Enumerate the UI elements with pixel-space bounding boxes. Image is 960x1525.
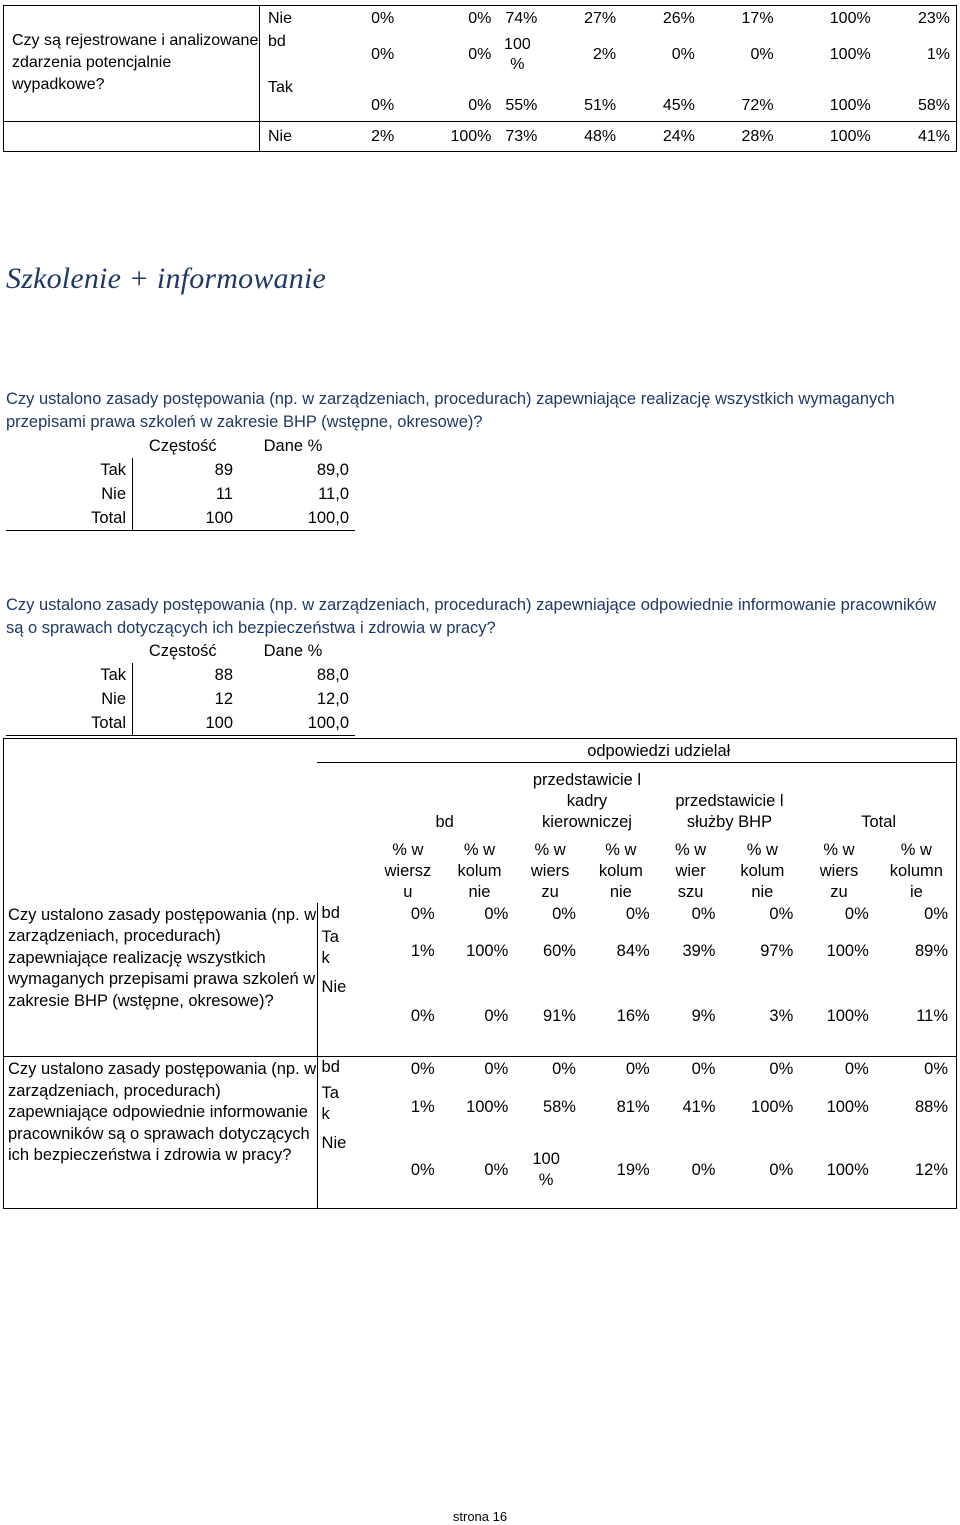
page-number: strona 16 — [452, 1509, 508, 1524]
table-header-row — [4, 739, 957, 763]
value-cell: 0% — [769, 1160, 794, 1179]
value-cell: 58% — [917, 97, 950, 114]
value-cell: 0% — [443, 1057, 517, 1083]
value-cell: 100% — [466, 942, 509, 960]
value-cell: 0% — [468, 10, 492, 28]
value-cell: 100% — [829, 45, 871, 63]
row-label: Nie — [268, 127, 293, 145]
value-cell: 0% — [373, 1057, 443, 1083]
table-row — [6, 711, 355, 736]
value-cell: 0% — [371, 97, 395, 114]
row-label: bd — [321, 903, 340, 922]
value-cell: 100% — [466, 1098, 509, 1116]
value-cell: 11% — [916, 1006, 948, 1025]
row-label: Ta k — [321, 1083, 339, 1123]
value-cell: 0% — [484, 905, 509, 923]
group-header-bd: bd — [373, 763, 516, 833]
crosstab-table — [3, 738, 957, 1209]
row-label: Nie — [321, 1133, 347, 1152]
value-cell: 97% — [760, 942, 794, 960]
value-cell: 9% — [691, 1006, 716, 1025]
frequency-table-1 — [6, 434, 355, 531]
value-cell: 1% — [926, 45, 950, 63]
value-cell: 84% — [616, 942, 650, 960]
value-cell: 0% — [484, 1006, 509, 1025]
value-cell: 16% — [616, 1006, 650, 1025]
table-row — [6, 663, 355, 687]
value-cell: 1% — [410, 942, 435, 960]
value-cell: 55% — [505, 97, 538, 114]
frequency-cell: 12 — [214, 689, 233, 708]
group-header-total: Total — [801, 763, 956, 833]
value-cell: 23% — [917, 10, 950, 28]
frequency-cell: 100 — [133, 506, 238, 531]
table-header-row — [6, 639, 355, 663]
value-cell: 0% — [844, 905, 869, 923]
value-cell: 0% — [468, 45, 492, 63]
value-cell: 0% — [691, 905, 716, 923]
value-cell: 88% — [914, 1098, 948, 1116]
value-cell: 0% — [516, 1057, 584, 1083]
value-cell: 1% — [410, 1098, 435, 1116]
question-cell: Czy są rejestrowane i analizowane zdarzenia potencjalnie wypadkowe? — [4, 6, 260, 122]
value-cell: 45% — [662, 97, 695, 114]
frequency-cell: 88 — [214, 665, 233, 684]
row-label: Total — [6, 711, 133, 736]
value-cell: 0% — [584, 1057, 658, 1083]
value-cell: 0% — [468, 97, 492, 114]
row-label: Nie — [6, 482, 133, 506]
percent-cell: 100,0 — [237, 711, 355, 736]
question-1-text: Czy ustalono zasady postępowania (np. w zarządzeniach, procedurach) zapewniające realizację wszystkich wymaganych przepisami prawa szkoleń w zakresie BHP (wstępne, okresowe)? — [6, 390, 895, 431]
row-label: Ta k — [321, 927, 339, 967]
value-cell: 41% — [682, 1098, 716, 1116]
row-label: Nie — [6, 687, 133, 711]
value-cell: 89% — [914, 942, 948, 960]
row-label: Total — [6, 506, 133, 531]
value-cell: 2% — [593, 45, 617, 63]
value-cell: 100 % — [532, 1150, 560, 1190]
value-cell: 0% — [671, 45, 695, 63]
subheader: % w kolum nie — [740, 840, 785, 901]
value-cell: 100% — [829, 127, 871, 145]
value-cell: 72% — [741, 97, 774, 114]
value-cell: 0% — [484, 1160, 509, 1179]
section-title: Szkolenie + informowanie — [6, 262, 327, 295]
column-header: Dane % — [263, 436, 323, 455]
row-label: Nie — [268, 10, 293, 28]
value-cell: 0% — [723, 1057, 801, 1083]
question-2-text: Czy ustalono zasady postępowania (np. w zarządzeniach, procedurach) zapewniające odpowiednie informowanie pracowników są o sprawach dotyczących ich bezpieczeństwa i zdrowia w pracy? — [6, 596, 937, 637]
value-cell: 0% — [877, 1057, 957, 1083]
percent-cell: 88,0 — [316, 665, 349, 684]
table-row — [4, 903, 957, 927]
table-row — [4, 1057, 957, 1083]
value-cell: 0% — [410, 905, 435, 923]
value-cell: 0% — [924, 905, 948, 923]
value-cell: 58% — [542, 1098, 576, 1116]
value-cell: 60% — [542, 942, 576, 960]
row-label: Tak — [6, 458, 133, 482]
value-cell: 17% — [741, 10, 774, 28]
value-cell: 0% — [625, 905, 650, 923]
table-row — [4, 6, 957, 33]
column-header: Dane % — [263, 641, 323, 660]
table-row — [4, 122, 957, 152]
value-cell: 100 % — [504, 35, 531, 73]
value-cell: 0% — [769, 905, 794, 923]
value-cell: 0% — [371, 45, 395, 63]
top-results-table — [3, 5, 957, 152]
table-row — [6, 687, 355, 711]
value-cell: 0% — [801, 1057, 877, 1083]
frequency-table-2 — [6, 639, 355, 736]
value-cell: 19% — [616, 1160, 650, 1179]
table-header-row — [6, 434, 355, 458]
value-cell: 81% — [616, 1098, 650, 1116]
column-header: Częstość — [148, 436, 217, 455]
value-cell: 100% — [450, 127, 492, 145]
value-cell: 100% — [826, 1098, 869, 1116]
value-cell: 100% — [829, 10, 871, 28]
crosstab-question-1: Czy ustalono zasady postępowania (np. w zarządzeniach, procedurach) zapewniające realizację wszystkich wymaganych przepisami prawa szkoleń w zakresie BHP (wstępne, okresowe)? — [4, 903, 318, 1057]
value-cell: 0% — [552, 905, 576, 923]
percent-cell: 89,0 — [316, 460, 349, 479]
row-label: bd — [268, 32, 286, 50]
value-cell: 100% — [826, 1160, 869, 1179]
subheader: % w kolumn ie — [889, 840, 943, 901]
value-cell: 0% — [691, 1160, 716, 1179]
subheader: % w kolum nie — [598, 840, 643, 901]
value-cell: 28% — [741, 127, 774, 145]
frequency-cell: 100 — [133, 711, 238, 736]
subheader: % w kolum nie — [457, 840, 502, 901]
value-cell: 100% — [826, 1006, 869, 1025]
value-cell: 2% — [371, 127, 395, 145]
value-cell: 51% — [584, 97, 617, 114]
table-row — [6, 506, 355, 531]
value-cell: 0% — [371, 10, 395, 28]
value-cell: 39% — [682, 942, 716, 960]
value-cell: 12% — [914, 1160, 948, 1179]
value-cell: 0% — [410, 1006, 435, 1025]
percent-cell: 11,0 — [318, 484, 349, 503]
value-cell: 91% — [542, 1006, 576, 1025]
value-cell: 100% — [751, 1098, 794, 1116]
frequency-cell: 11 — [215, 484, 233, 503]
row-label: Tak — [6, 663, 133, 687]
row-label: Nie — [321, 977, 347, 996]
column-header: Częstość — [148, 641, 217, 660]
value-cell: 48% — [584, 127, 617, 145]
table-row — [6, 458, 355, 482]
respondent-header: odpowiedzi udzielał — [587, 742, 731, 760]
value-cell: 100% — [829, 97, 871, 114]
value-cell: 100% — [826, 942, 869, 960]
crosstab-question-2: Czy ustalono zasady postępowania (np. w zarządzeniach, procedurach) zapewniające odpowiednie informowanie pracowników są o sprawach dotyczących ich bezpieczeństwa i zdrowia w pracy? — [4, 1057, 318, 1209]
group-header-bhp: przedstawicie l służby BHP — [658, 763, 802, 833]
percent-cell: 12,0 — [316, 689, 349, 708]
group-header-management: przedstawicie l kadry kierowniczej — [516, 763, 657, 833]
subheader: % w wiers zu — [530, 840, 570, 901]
percent-cell: 100,0 — [237, 506, 355, 531]
value-cell: 26% — [662, 10, 695, 28]
value-cell: 73% — [505, 127, 538, 145]
value-cell: 41% — [917, 127, 950, 145]
subheader: % w wiersz u — [384, 840, 432, 901]
row-label: bd — [317, 1057, 373, 1083]
row-label: Tak — [268, 78, 293, 96]
subheader: % w wiers zu — [819, 840, 859, 901]
value-cell: 24% — [662, 127, 695, 145]
table-row — [6, 482, 355, 506]
value-cell: 0% — [658, 1057, 724, 1083]
value-cell: 27% — [584, 10, 617, 28]
value-cell: 3% — [769, 1006, 794, 1025]
value-cell: 74% — [505, 10, 538, 28]
value-cell: 0% — [750, 45, 774, 63]
frequency-cell: 89 — [214, 460, 233, 479]
value-cell: 0% — [410, 1160, 435, 1179]
subheader: % w wier szu — [674, 840, 707, 901]
